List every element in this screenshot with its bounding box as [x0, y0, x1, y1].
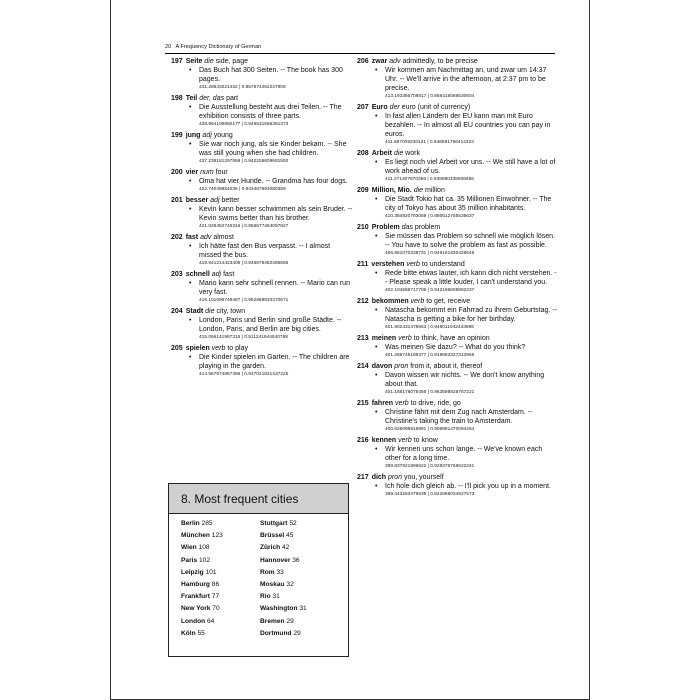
city-count: 77 — [211, 593, 220, 601]
frequency-stat: 428.964109850177 | 0.946531566381373 — [199, 122, 289, 127]
headword — [171, 95, 197, 102]
entry-word: spielen — [185, 345, 210, 352]
dictionary-entry — [357, 436, 557, 470]
example-sentence: • London, Paris und Berlin sind große Städte. -- London, Paris, and Berlin are big cities. — [171, 316, 353, 334]
entry-number: 197 — [171, 58, 183, 65]
city-count: 29 — [293, 629, 301, 637]
part-of-speech: die — [205, 308, 215, 315]
gloss: euro (unit of currency) — [401, 104, 471, 111]
city-name: Köln — [181, 629, 196, 637]
part-of-speech: die — [393, 150, 404, 157]
entry-word: fahren — [371, 400, 394, 407]
example-sentence: • Mario kann sehr schnell rennen. -- Mario can run very fast. — [171, 279, 353, 297]
frequency-stat: 414.967574867396 | 0.937021831437225 — [199, 372, 289, 377]
entry-headline — [171, 131, 353, 140]
dictionary-entry — [171, 196, 353, 230]
city-count: 102 — [198, 556, 210, 564]
city-count: 101 — [205, 568, 217, 576]
entry-word: Problem — [371, 224, 400, 231]
entry-number: 202 — [171, 234, 183, 241]
entry-number: 201 — [171, 197, 183, 204]
example-sentence: • Wir kennen uns schon lange. -- We've known each other for a long time. — [357, 445, 557, 463]
city-row — [181, 542, 223, 554]
city-name: Moskau — [260, 581, 285, 589]
frequency-stat: 415.066141987316 | 0.911241944540788 — [199, 335, 288, 340]
city-name: New York — [181, 605, 211, 613]
city-row — [260, 628, 307, 640]
headword — [171, 169, 198, 176]
entry-word: kennen — [371, 437, 397, 444]
entry-number: 198 — [171, 95, 183, 102]
part-of-speech: verb — [211, 345, 226, 352]
gloss: city, town — [216, 308, 246, 315]
city-name: Hamburg — [181, 581, 210, 589]
entry-headline — [171, 57, 353, 66]
headword — [171, 132, 200, 139]
city-name: Frankfurt — [181, 593, 210, 601]
dictionary-entry — [357, 57, 557, 100]
entry-headline — [357, 399, 557, 408]
entry-headline — [357, 186, 557, 195]
headword — [171, 197, 208, 204]
part-of-speech: adj — [210, 197, 220, 204]
city-count: 42 — [282, 544, 290, 552]
entry-headline — [357, 223, 557, 232]
headword — [357, 58, 387, 65]
city-count: 31 — [272, 593, 280, 601]
frequency-stat: 427.239181297559 | 0.942206609691592 — [199, 159, 289, 164]
gloss: to think, have an opinion — [413, 335, 490, 342]
entry-number: 203 — [171, 271, 183, 278]
gloss: fast — [223, 271, 235, 278]
headword — [357, 437, 396, 444]
example-sentence: • Die Stadt Tokio hat ca. 35 Millionen Einwohner. -- The city of Tokyo has about 35 million inhabitants. — [357, 195, 557, 213]
gloss: problem — [414, 224, 441, 231]
city-row — [181, 579, 223, 591]
entry-word: Stadt — [185, 308, 204, 315]
entry-headline — [171, 344, 353, 353]
dictionary-entry — [171, 57, 353, 91]
entry-headline — [357, 103, 557, 112]
part-of-speech: verb — [398, 335, 412, 342]
city-row — [181, 567, 223, 579]
part-of-speech: der, das — [199, 95, 225, 102]
city-name: Rio — [260, 593, 271, 601]
dictionary-entry — [171, 131, 353, 165]
city-row — [260, 555, 307, 567]
city-name: Stuttgart — [260, 520, 288, 527]
gloss: part — [226, 95, 239, 102]
frequency-stat: 416.101096746487 | 0.952869833370671 — [199, 298, 289, 303]
entry-number: 199 — [171, 132, 183, 139]
entry-number: 211 — [357, 261, 369, 268]
city-count: 123 — [211, 532, 223, 540]
frequency-stat: 399.837921996622 | 0.929376766622241 — [385, 464, 475, 469]
gloss: work — [405, 150, 420, 157]
frequency-stat: 431.28943221432 | 0.957874462247906 — [199, 85, 286, 90]
entry-word: vier — [185, 169, 199, 176]
headword — [357, 335, 396, 342]
entry-word: zwar — [371, 58, 388, 65]
page-header — [165, 41, 555, 54]
entry-headline — [171, 168, 353, 177]
dictionary-entry — [357, 334, 557, 359]
gloss: million — [425, 187, 445, 194]
city-name: Leipzig — [181, 568, 204, 576]
part-of-speech: das — [401, 224, 413, 231]
city-count: 29 — [286, 617, 294, 625]
entry-word: davon — [371, 363, 393, 370]
dictionary-entry — [171, 233, 353, 267]
entry-number: 204 — [171, 308, 183, 315]
headword — [357, 474, 386, 481]
headword — [357, 150, 392, 157]
city-name: Hannover — [260, 556, 291, 564]
example-sentence: • Davon wissen wir nichts. -- We don't know anything about that. — [357, 371, 557, 389]
part-of-speech: adv — [200, 234, 212, 241]
entry-word: schnell — [185, 271, 210, 278]
headword — [357, 224, 400, 231]
frequency-stat: 421.029452745316 | 0.956677454097827 — [199, 224, 289, 229]
entry-word: meinen — [371, 335, 397, 342]
example-sentence: • Sie müssen das Problem so schnell wie möglich lösen. -- You have to solve the problem as fast as possible. — [357, 232, 557, 250]
example-sentence: • Kevin kann besser schwimmen als sein Bruder. -- Kevin swims better than his brother. — [171, 205, 353, 223]
headword — [357, 298, 409, 305]
entry-number: 200 — [171, 169, 183, 176]
gloss: almost — [213, 234, 234, 241]
entry-number: 205 — [171, 345, 183, 352]
city-count: 45 — [286, 532, 294, 540]
dictionary-page — [110, 0, 590, 700]
entry-number: 210 — [357, 224, 369, 231]
part-of-speech: adv — [389, 58, 401, 65]
part-of-speech: der — [389, 104, 400, 111]
entry-headline — [357, 436, 557, 445]
city-row — [260, 542, 307, 554]
example-sentence: • Ich hole dich gleich ab. -- I'll pick you up in a moment. — [357, 482, 557, 491]
entry-word: besser — [185, 197, 209, 204]
part-of-speech: pron — [388, 474, 403, 481]
entry-headline — [171, 196, 353, 205]
cities-column-1 — [181, 518, 223, 640]
dictionary-entry — [171, 307, 353, 341]
part-of-speech: num — [200, 169, 214, 176]
city-row — [260, 591, 307, 603]
city-name: Brüssel — [260, 532, 285, 540]
entry-headline — [171, 307, 353, 316]
example-sentence: • In fast allen Ländern der EU kann man mit Euro bezahlen. -- In almost all EU countries you can pay in euros. — [357, 112, 557, 139]
part-of-speech: verb — [406, 261, 420, 268]
gloss: admittedly, to be precise — [402, 58, 478, 65]
entry-number: 215 — [357, 400, 369, 407]
city-row — [181, 518, 223, 530]
example-sentence: • Natascha bekommt ein Fahrrad zu ihrem Geburtstag. -- Natascha is getting a bike for her birthday. — [357, 306, 557, 324]
entry-word: Teil — [185, 95, 198, 102]
city-name: Rom — [260, 568, 275, 576]
headword — [171, 58, 202, 65]
part-of-speech: adj — [211, 271, 222, 278]
frequency-stat: 401.168178078456 | 0.963598828767221 — [385, 390, 475, 395]
entry-number: 209 — [357, 187, 369, 194]
dictionary-entry — [357, 473, 557, 498]
part-of-speech: die — [413, 187, 424, 194]
city-name: Bremen — [260, 617, 285, 625]
city-count: 55 — [197, 629, 205, 637]
example-sentence: • Es liegt noch viel Arbeit vor uns. -- We still have a lot of work ahead of us. — [357, 158, 557, 176]
frequency-stat: 401.266745198377 | 0.919693327313965 — [385, 353, 475, 358]
city-name: Zürich — [260, 544, 281, 552]
entry-number: 208 — [357, 150, 369, 157]
example-sentence: • Die Kinder spielen im Garten. -- The children are playing in the garden. — [171, 353, 353, 371]
gloss: to understand — [421, 261, 465, 268]
frequency-stat: 410.384820793069 | 0.880612755535637 — [385, 214, 475, 219]
entry-word: Seite — [185, 58, 203, 65]
gloss: side, page — [215, 58, 248, 65]
frequency-stat: 402.104566717706 | 0.942186608982237 — [385, 288, 475, 293]
city-row — [181, 603, 223, 615]
entry-headline — [357, 362, 557, 371]
gloss: four — [215, 169, 228, 176]
entry-headline — [357, 334, 557, 343]
city-row — [260, 567, 307, 579]
headword — [171, 308, 203, 315]
entry-headline — [357, 260, 557, 269]
page-number: 20 — [165, 44, 172, 50]
entry-headline — [357, 473, 557, 482]
city-count: 70 — [212, 605, 220, 613]
example-sentence: • Oma hat vier Hunde. -- Grandma has four dogs. — [171, 177, 353, 186]
frequency-stat: 413.193366708817 | 0.956416066530604 — [385, 94, 475, 99]
city-count: 52 — [289, 520, 297, 527]
city-row — [260, 603, 307, 615]
gloss: young — [213, 132, 233, 139]
cities-column-2 — [260, 518, 307, 640]
city-row — [181, 628, 223, 640]
part-of-speech: verb — [395, 400, 409, 407]
entries-column-right — [357, 57, 557, 501]
dictionary-entry — [171, 94, 353, 128]
gloss: better — [221, 197, 240, 204]
headword — [171, 345, 210, 352]
frequency-stat: 399.443263479838 | 0.822866034827573 — [385, 492, 475, 497]
dictionary-entry — [171, 270, 353, 304]
dictionary-entry — [357, 260, 557, 294]
city-name: Berlin — [181, 520, 200, 527]
example-sentence: • Das Buch hat 300 Seiten. -- The book has 300 pages. — [171, 66, 353, 84]
entry-word: Arbeit — [371, 150, 392, 157]
headword — [357, 363, 392, 370]
running-title: A Frequency Dictionary of German — [175, 44, 262, 50]
entry-headline — [357, 149, 557, 158]
example-sentence: • Was meinen Sie dazu? -- What do you think? — [357, 343, 557, 352]
entry-number: 206 — [357, 58, 369, 65]
city-count: 31 — [299, 605, 307, 613]
dictionary-entry — [357, 362, 557, 396]
city-count: 36 — [292, 556, 300, 564]
part-of-speech: pron — [394, 363, 409, 370]
city-row — [181, 555, 223, 567]
gloss: to get, receive — [426, 298, 471, 305]
entry-headline — [357, 297, 557, 306]
city-row — [181, 616, 223, 628]
entry-headline — [171, 270, 353, 279]
entry-number: 214 — [357, 363, 369, 370]
part-of-speech: adj — [202, 132, 212, 139]
city-name: Washington — [260, 605, 298, 613]
headword — [357, 400, 393, 407]
example-sentence: • Die Ausstellung besteht aus drei Teilen. -- The exhibition consists of three parts. — [171, 103, 353, 121]
gloss: to play — [227, 345, 248, 352]
city-row — [181, 591, 223, 603]
headword — [357, 187, 412, 194]
example-sentence: • Wir kommen am Nachmittag an, und zwar um 14:37 Uhr. -- We'll arrive in the afternoon, at 2:37 pm to be precise. — [357, 66, 557, 93]
dictionary-entry — [357, 103, 557, 146]
headword — [357, 261, 404, 268]
gloss: to know — [413, 437, 438, 444]
example-sentence: • Sie war noch jung, als sie Kinder bekam. -- She was still young when she had children. — [171, 140, 353, 158]
city-count: 108 — [198, 544, 210, 552]
part-of-speech: verb — [398, 437, 412, 444]
frequency-stat: 400.626098918891 | 0.906981470094264 — [385, 427, 475, 432]
entry-headline — [171, 94, 353, 103]
example-sentence: • Christine fährt mit dem Zug nach Amsterdam. -- Christine's taking the train to Amsterdam. — [357, 408, 557, 426]
entries-column-left — [171, 57, 353, 381]
frequency-stat: 406.881070338731 | 0.946161930428546 — [385, 251, 475, 256]
city-count: 285 — [201, 520, 213, 527]
city-row — [260, 579, 307, 591]
gloss: from it, about it, thereof — [410, 363, 483, 370]
entry-word: jung — [185, 132, 201, 139]
part-of-speech: die — [204, 58, 214, 65]
city-row — [260, 530, 307, 542]
dictionary-entry — [357, 223, 557, 257]
headword — [171, 234, 198, 241]
city-name: Wien — [181, 544, 197, 552]
city-count: 64 — [207, 617, 215, 625]
frequency-stat: 419.941214423406 | 0.946878482486656 — [199, 261, 289, 266]
entry-headline — [171, 233, 353, 242]
entry-word: fast — [185, 234, 199, 241]
dictionary-entry — [357, 399, 557, 433]
city-name: Paris — [181, 556, 198, 564]
example-sentence: • Ich hätte fast den Bus verpasst. -- I almost missed the bus. — [171, 242, 353, 260]
city-row — [260, 518, 307, 530]
cities-box-title: 8. Most frequent cities — [169, 484, 348, 514]
frequency-stat: 411.567009230121 | 0.846581766414223 — [385, 140, 474, 145]
entry-word: Euro — [371, 104, 388, 111]
entry-number: 213 — [357, 335, 369, 342]
city-count: 86 — [211, 581, 220, 589]
city-row — [260, 616, 307, 628]
city-count: 33 — [276, 568, 284, 576]
part-of-speech: verb — [410, 298, 425, 305]
gloss: you, yourself — [404, 474, 444, 481]
dictionary-entry — [171, 168, 353, 193]
entry-number: 207 — [357, 104, 369, 111]
city-name: London — [181, 617, 206, 625]
entry-word: verstehen — [371, 261, 405, 268]
gloss: to drive, ride, go — [410, 400, 461, 407]
city-row — [181, 530, 223, 542]
entry-headline — [357, 57, 557, 66]
frequency-stat: 401.902431478663 | 0.948011042443986 — [385, 325, 474, 330]
dictionary-entry — [357, 186, 557, 220]
headword — [171, 271, 210, 278]
dictionary-entry — [357, 297, 557, 331]
frequency-stat: 422.74049854036 | 0.943487893080359 — [199, 187, 286, 192]
dictionary-entry — [357, 149, 557, 183]
city-name: München — [181, 532, 210, 540]
entry-word: bekommen — [371, 298, 409, 305]
entry-word: dich — [371, 474, 387, 481]
entry-number: 212 — [357, 298, 369, 305]
headword — [357, 104, 388, 111]
cities-box — [168, 483, 349, 657]
entry-number: 216 — [357, 437, 369, 444]
entry-word: Million, Mio. — [371, 187, 412, 194]
frequency-stat: 411.271307870358 | 0.938990338606656 — [385, 177, 474, 182]
example-sentence: • Rede bitte etwas lauter, ich kann dich nicht verstehen. -- Please speak a little louder, I can't understand you. — [357, 269, 557, 287]
dictionary-entry — [171, 344, 353, 378]
city-name: Dortmund — [260, 629, 292, 637]
city-count: 32 — [286, 581, 294, 589]
entry-number: 217 — [357, 474, 369, 481]
